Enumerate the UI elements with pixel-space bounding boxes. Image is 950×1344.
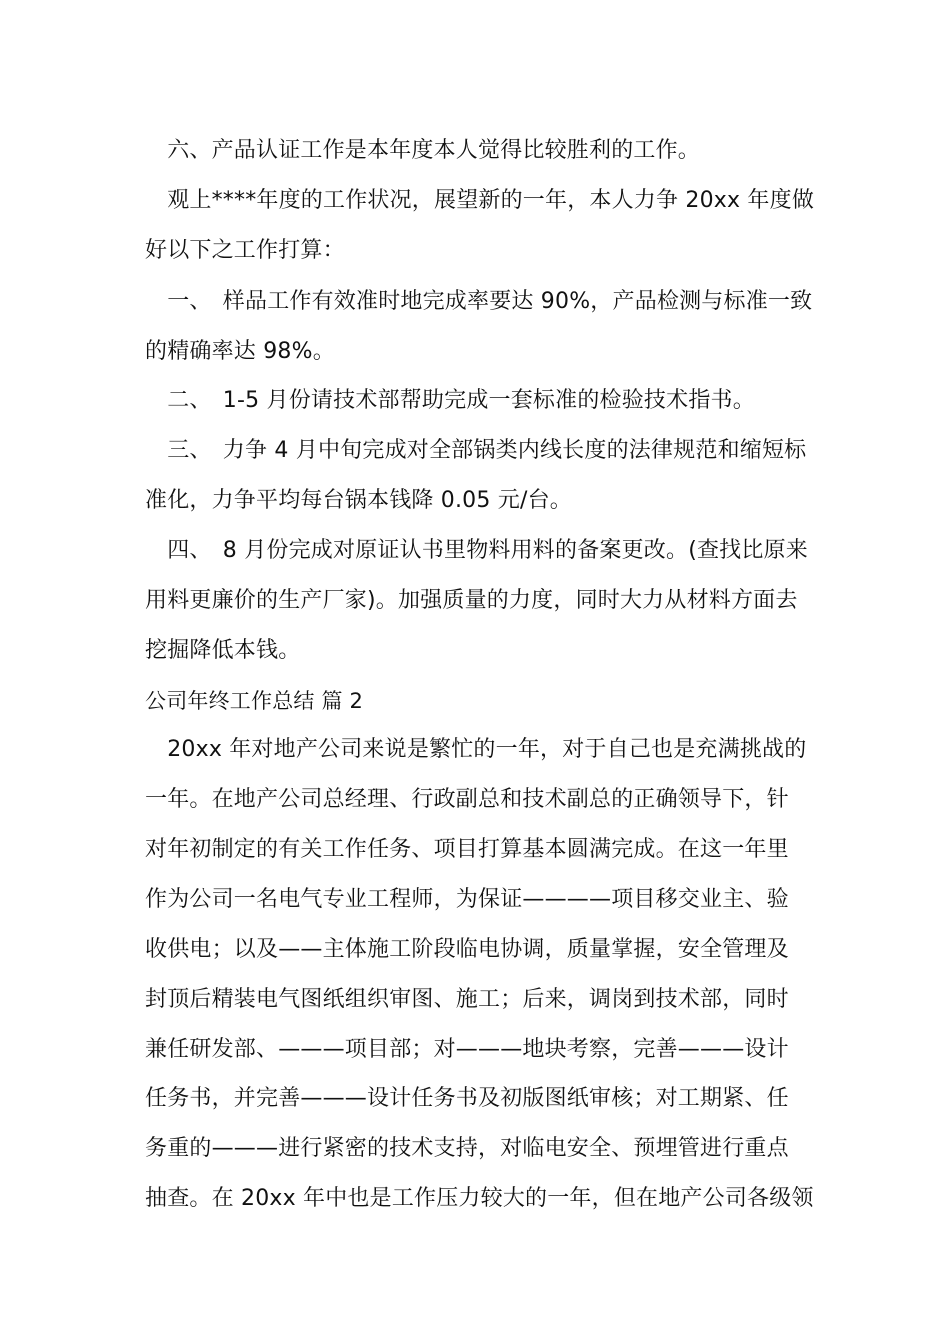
paragraph-line: 对年初制定的有关工作任务、项目打算基本圆满完成。在这一年里 (145, 837, 789, 862)
paragraph-line: 收供电；以及——主体施工阶段临电协调，质量掌握，安全管理及 (145, 937, 789, 962)
paragraph-line: 任务书，并完善———设计任务书及初版图纸审核；对工期紧、任 (145, 1086, 789, 1111)
paragraph-line: 作为公司一名电气专业工程师，为保证————项目移交业主、验 (145, 887, 789, 912)
paragraph-line: 务重的———进行紧密的技术支持，对临电安全、预埋管进行重点 (145, 1136, 789, 1161)
paragraph-line: 封顶后精装电气图纸组织审图、施工；后来，调岗到技术部，同时 (145, 987, 789, 1012)
paragraph-line: 二、 1-5 月份请技术部帮助完成一套标准的检验技术指书。 (145, 388, 755, 413)
paragraph-line: 观上****年度的工作状况，展望新的一年，本人力争 20xx 年度做 (145, 188, 815, 213)
paragraph-line: 四、 8 月份完成对原证认书里物料用料的备案更改。(查找比原来 (145, 538, 808, 563)
paragraph-line: 准化，力争平均每台锅本钱降 0.05 元/台。 (145, 488, 572, 513)
paragraph-line: 用料更廉价的生产厂家)。加强质量的力度，同时大力从材料方面去 (145, 588, 798, 613)
paragraph-line: 抽查。在 20xx 年中也是工作压力较大的一年，但在地产公司各级领 (145, 1186, 814, 1211)
paragraph-line: 的精确率达 98%。 (145, 339, 335, 364)
paragraph-line: 好以下之工作打算： (145, 238, 345, 263)
paragraph-line: 一、 样品工作有效准时地完成率要达 90%，产品检测与标准一致 (145, 289, 813, 314)
paragraph-line: 三、 力争 4 月中旬完成对全部锅类内线长度的法律规范和缩短标 (145, 438, 807, 463)
paragraph-line: 20xx 年对地产公司来说是繁忙的一年，对于自己也是充满挑战的 (145, 737, 807, 762)
paragraph-line: 兼任研发部、———项目部；对———地块考察，完善———设计 (145, 1037, 789, 1062)
paragraph-line: 六、产品认证工作是本年度本人觉得比较胜利的工作。 (145, 138, 701, 163)
paragraph-line: 一年。在地产公司总经理、行政副总和技术副总的正确领导下，针 (145, 787, 789, 812)
section-heading: 公司年终工作总结 篇 2 (145, 689, 364, 713)
paragraph-line: 挖掘降低本钱。 (145, 638, 301, 663)
